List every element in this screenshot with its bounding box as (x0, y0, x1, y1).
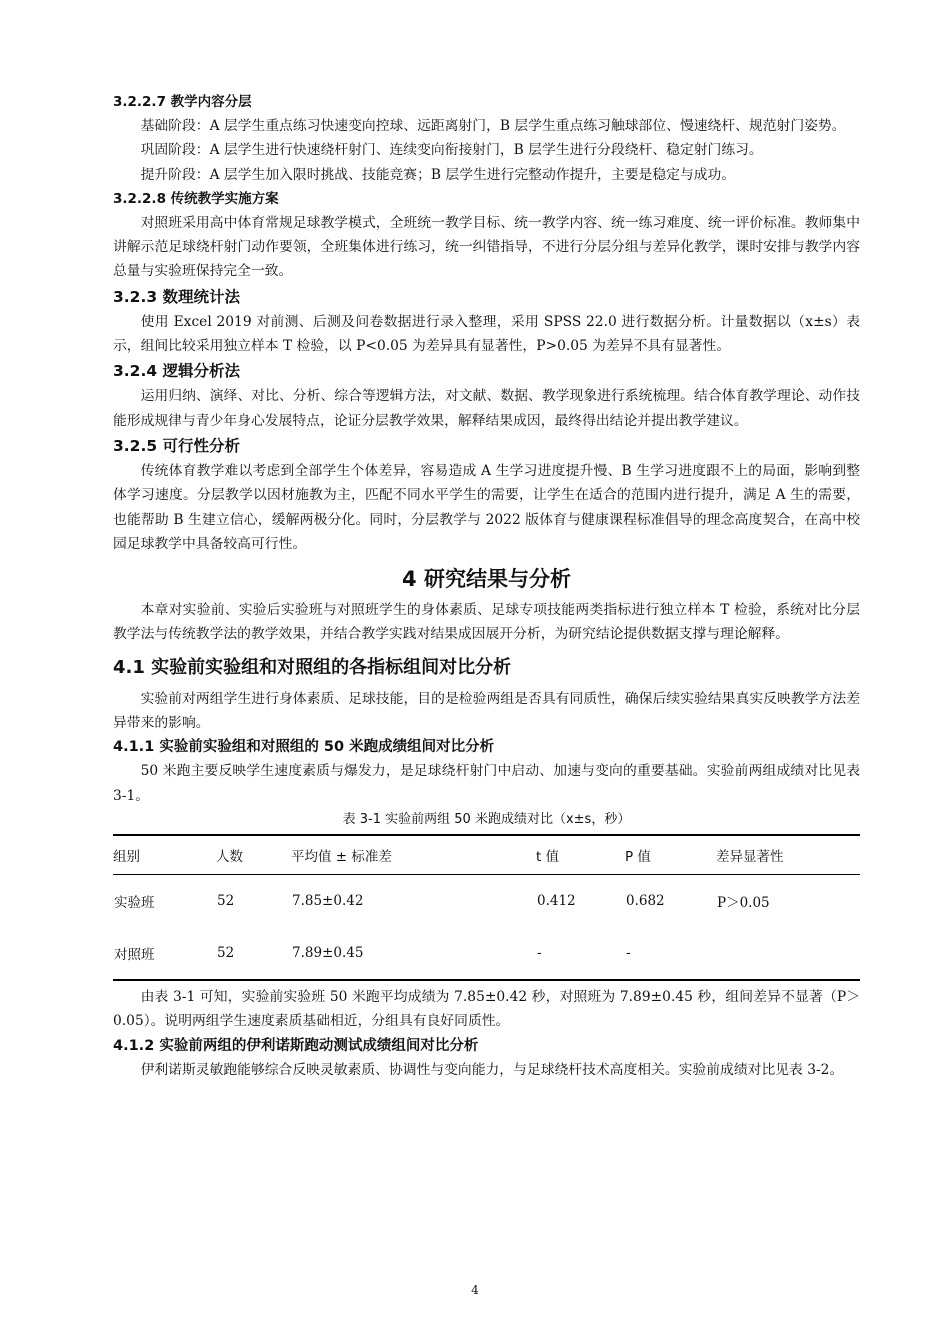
table-header-cell: P 值 (625, 848, 651, 865)
table-header-cell: 平均值 ± 标准差 (291, 848, 392, 865)
table-caption: 表 3-1 实验前两组 50 米跑成绩对比（x±s，秒） (342, 811, 631, 827)
section-heading-41: 4.1 实验前实验组和对照组的各指标组间对比分析 (113, 656, 512, 678)
paragraph: 提升阶段：A 层学生加入限时挑战、技能竞赛；B 层学生进行完整动作提升，主要是稳定与成功。 (140, 166, 736, 183)
table-row (113, 874, 860, 927)
table-cell: 7.85±0.42 (292, 892, 364, 909)
page-number: 4 (471, 1283, 479, 1297)
section-heading-323: 3.2.3 数理统计法 (113, 287, 241, 306)
table-cell: 对照班 (114, 946, 155, 963)
paragraph: 实验前对两组学生进行身体素质、足球技能，目的是检验两组是否具有同质性，确保后续实验结果真实反映教学方法差异带来的影响。 (113, 690, 860, 732)
paragraph: 本章对实验前、实验后实验班与对照班学生的身体素质、足球专项技能两类指标进行独立样本 T 检验，系统对比分层教学法与传统教学法的教学效果，并结合教学实践对结果成因展开分析，为研究结论提供数据支撑与理论解释。 (113, 602, 860, 643)
paragraph: 50 米跑主要反映学生速度素质与爆发力，是足球绕杆射门中启动、加速与变向的重要基础。实验前两组成绩对比见表 3-1。 (113, 763, 860, 804)
table-header-cell: t 值 (536, 848, 560, 865)
paragraph: 使用 Excel 2019 对前测、后测及问卷数据进行录入整理，采用 SPSS 22.0 进行数据分析。计量数据以（x±s）表示，组间比较采用独立样本 T 检验，以 P<0.05 为差异具有显著性，P>0.05 为差异不具有显著性。 (113, 313, 860, 355)
section-heading-3228: 3.2.2.8 传统教学实施方案 (113, 190, 279, 207)
paragraph: 基础阶段：A 层学生重点练习快速变向控球、远距离射门，B 层学生重点练习触球部位、慢速绕杆、规范射门姿势。 (140, 118, 846, 134)
results-table (113, 834, 860, 981)
table-row (113, 927, 860, 980)
section-heading-411: 4.1.1 实验前实验组和对照组的 50 米跑成绩组间对比分析 (113, 739, 495, 756)
paragraph: 传统体育教学难以考虑到全部学生个体差异，容易造成 A 生学习进度提升慢、B 生学习进度跟不上的局面，影响到整体学习速度。分层教学以因材施教为主，匹配不同水平学生的需要，让学生在适合的范围内进行提升，满足 A 生的需要，也能帮助 B 生建立信心，缓解两极分化。同时，分层教学与 2022 版体育与健康课程标准倡导的理念高度契合，在高中校园足球教学中具备较高可行性。 (113, 462, 860, 552)
table-header-cell: 组别 (113, 848, 140, 865)
paragraph: 巩固阶段：A 层学生进行快速绕杆射门、连续变向衔接射门，B 层学生进行分段绕杆、稳定射门练习。 (140, 142, 763, 159)
section-heading-412: 4.1.2 实验前两组的伊利诺斯跑动测试成绩组间对比分析 (113, 1037, 479, 1054)
paragraph: 伊利诺斯灵敏跑能够综合反映灵敏素质、协调性与变向能力，与足球绕杆技术高度相关。实验前成绩对比见表 3-2。 (140, 1061, 844, 1078)
section-heading-325: 3.2.5 可行性分析 (113, 436, 241, 455)
table-cell: 0.412 (537, 892, 576, 909)
table-cell: 52 (217, 944, 235, 961)
chapter-heading-4: 4 研究结果与分析 (402, 567, 571, 592)
table-cell: P＞0.05 (717, 894, 770, 911)
table-cell: 0.682 (626, 892, 665, 909)
table-header-row (113, 835, 860, 875)
section-heading-3227: 3.2.2.7 教学内容分层 (113, 94, 252, 110)
paragraph: 由表 3-1 可知，实验前实验班 50 米跑平均成绩为 7.85±0.42 秒，对照班为 7.89±0.45 秒，组间差异不显著（P＞0.05）。说明两组学生速度素质基础相近，分组具有良好同质性。 (113, 988, 860, 1030)
paragraph: 对照班采用高中体育常规足球教学模式，全班统一教学目标、统一教学内容、统一练习难度、统一评价标准。教师集中讲解示范足球绕杆射门动作要领，全班集体进行练习，统一纠错指导，不进行分层分组与差异化教学，课时安排与教学内容总量与实验班保持完全一致。 (113, 214, 860, 280)
table-cell (716, 927, 860, 980)
section-heading-324: 3.2.4 逻辑分析法 (113, 362, 241, 381)
table-header-cell: 差异显著性 (716, 848, 784, 865)
table-cell: 52 (217, 892, 235, 909)
paragraph: 运用归纳、演绎、对比、分析、综合等逻辑方法，对文献、数据、教学现象进行系统梳理。结合体育教学理论、动作技能形成规律与青少年身心发展特点，论证分层教学效果，解释结果成因，最终得出结论并提出教学建议。 (113, 388, 860, 429)
document-body (113, 90, 860, 1082)
table-cell: 7.89±0.45 (292, 944, 364, 961)
table-header-cell: 人数 (216, 848, 243, 865)
table-cell: - (537, 944, 542, 961)
table-cell: - (626, 944, 631, 961)
table-cell: 实验班 (114, 894, 155, 911)
